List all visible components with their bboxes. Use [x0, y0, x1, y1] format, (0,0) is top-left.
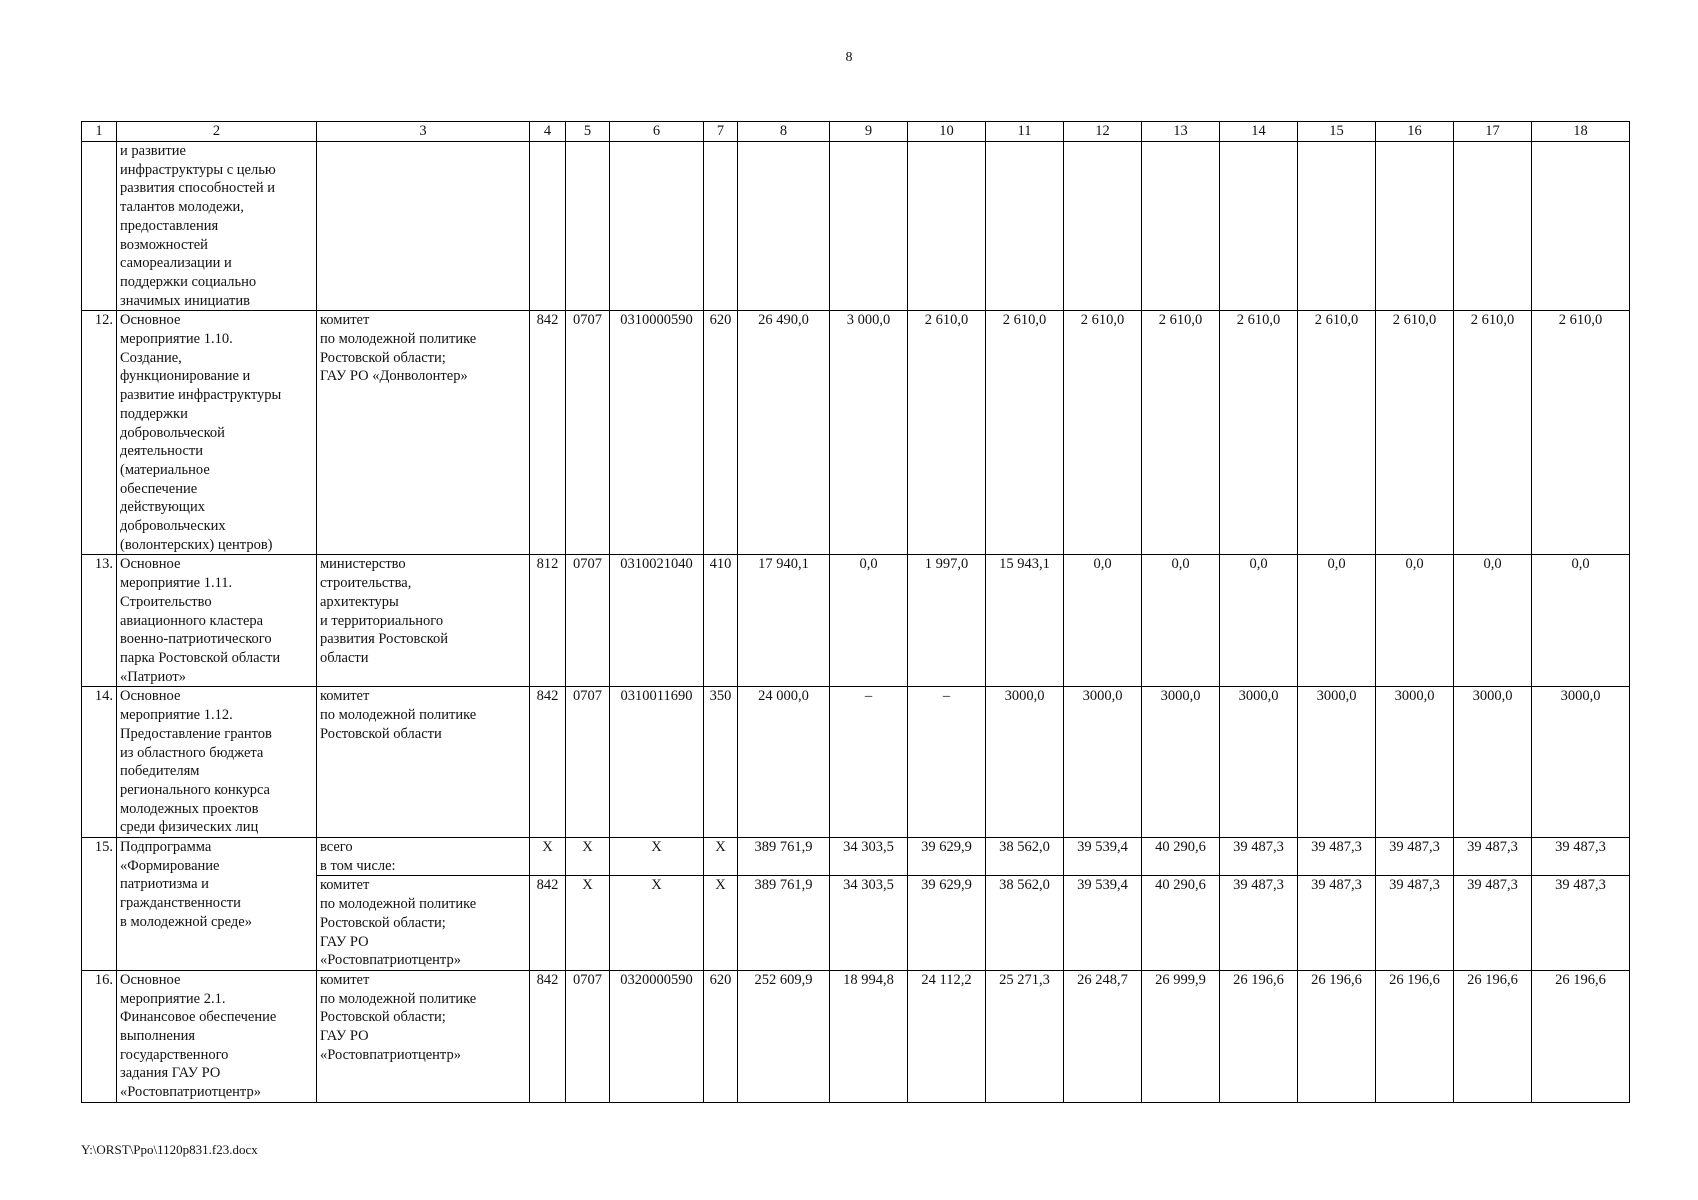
- amount-cell: 39 487,3: [1454, 876, 1532, 971]
- amount-cell: 0,0: [1376, 555, 1454, 687]
- amount-cell: 0,0: [1064, 555, 1142, 687]
- row-number-cell: 15.: [82, 838, 117, 971]
- code-cell: Х: [530, 838, 566, 876]
- event-name-cell-line: регионального конкурса: [120, 781, 270, 798]
- amount-cell: 3000,0: [1298, 687, 1376, 838]
- table-row: [82, 555, 1630, 687]
- event-name-cell-line: мероприятие 1.11.: [120, 575, 233, 592]
- amount-cell: 26 999,9: [1142, 970, 1220, 1102]
- executor-cell: [317, 876, 530, 971]
- executor-cell-line: по молодежной политике: [320, 707, 477, 724]
- executor-cell-line: министерство: [320, 556, 406, 573]
- event-name-cell-line: инфраструктуры с целью: [120, 161, 276, 178]
- event-name-cell-line: мероприятие 2.1.: [120, 990, 226, 1007]
- amount-cell: 2 610,0: [1064, 311, 1142, 555]
- event-name-cell-line: поддержки: [120, 405, 188, 422]
- amount-cell: 3 000,0: [830, 311, 908, 555]
- empty-cell: [1220, 142, 1298, 311]
- column-header: 13: [1142, 122, 1220, 142]
- table-row: [82, 142, 1630, 311]
- column-header: 7: [704, 122, 738, 142]
- empty-cell: [704, 142, 738, 311]
- amount-cell: 26 196,6: [1376, 970, 1454, 1102]
- amount-cell: 0,0: [1454, 555, 1532, 687]
- event-name-cell-line: мероприятие 1.12.: [120, 707, 233, 724]
- event-name-cell-line: молодежных проектов: [120, 800, 259, 817]
- empty-cell: [1298, 142, 1376, 311]
- amount-cell: 26 196,6: [1532, 970, 1630, 1102]
- event-name-cell-line: Создание,: [120, 349, 182, 366]
- executor-cell-line: Ростовской области;: [320, 1009, 446, 1026]
- amount-cell: 2 610,0: [1220, 311, 1298, 555]
- event-name-cell-line: и развитие: [120, 143, 186, 159]
- table-row: [82, 687, 1630, 838]
- event-name-cell-line: Основное: [120, 971, 181, 988]
- executor-cell-line: развития Ростовской: [320, 631, 449, 648]
- amount-cell: 2 610,0: [986, 311, 1064, 555]
- row-number-cell: 16.: [82, 970, 117, 1102]
- rzpr-code-cell: 0707: [566, 970, 610, 1102]
- amount-cell: 2 610,0: [1142, 311, 1220, 555]
- executor-cell-line: «Ростовпатриотцентр»: [320, 952, 461, 969]
- amount-cell: 26 248,7: [1064, 970, 1142, 1102]
- amount-cell: 26 196,6: [1454, 970, 1532, 1102]
- amount-cell: 17 940,1: [738, 555, 830, 687]
- row-number-cell: 12.: [82, 311, 117, 555]
- column-header: 2: [117, 122, 317, 142]
- empty-cell: [830, 142, 908, 311]
- event-name-cell-line: мероприятие 1.10.: [120, 331, 233, 348]
- amount-cell: 39 539,4: [1064, 838, 1142, 876]
- executor-cell-line: по молодежной политике: [320, 896, 477, 913]
- event-name-cell-line: предоставления: [120, 217, 219, 234]
- table-row: [82, 838, 1630, 876]
- amount-cell: 24 112,2: [908, 970, 986, 1102]
- column-header: 12: [1064, 122, 1142, 142]
- event-name-cell-line: гражданственности: [120, 895, 241, 912]
- csr-code-cell: 0310011690: [610, 687, 704, 838]
- event-name-cell-line: авиационного кластера: [120, 612, 264, 629]
- event-name-cell-line: возможностей: [120, 236, 208, 253]
- vr-code-cell: 410: [704, 555, 738, 687]
- event-name-cell-line: среди физических лиц: [120, 819, 259, 836]
- amount-cell: 24 000,0: [738, 687, 830, 838]
- event-name-cell-line: (волонтерских) центров): [120, 536, 273, 553]
- executor-cell-line: ГАУ РО: [320, 933, 369, 950]
- event-name-cell-line: функционирование и: [120, 368, 251, 385]
- csr-code-cell: 0310021040: [610, 555, 704, 687]
- amount-cell: 26 490,0: [738, 311, 830, 555]
- event-name-cell-line: из областного бюджета: [120, 744, 264, 761]
- empty-cell: [566, 142, 610, 311]
- amount-cell: –: [908, 687, 986, 838]
- amount-cell: 0,0: [1142, 555, 1220, 687]
- column-header: 8: [738, 122, 830, 142]
- empty-cell: [1064, 142, 1142, 311]
- event-name-cell-line: развития способностей и: [120, 180, 276, 197]
- event-name-cell: [117, 555, 317, 687]
- executor-cell: [317, 687, 530, 838]
- amount-cell: 2 610,0: [908, 311, 986, 555]
- amount-cell: 3000,0: [986, 687, 1064, 838]
- empty-cell: [1454, 142, 1532, 311]
- executor-cell-line: комитет: [320, 688, 370, 705]
- amount-cell: 1 997,0: [908, 555, 986, 687]
- amount-cell: 3000,0: [1376, 687, 1454, 838]
- event-name-cell-line: поддержки социально: [120, 273, 257, 290]
- grbs-code-cell: 842: [530, 970, 566, 1102]
- amount-cell: 389 761,9: [738, 838, 830, 876]
- event-name-cell-line: «Формирование: [120, 857, 220, 874]
- column-header: 5: [566, 122, 610, 142]
- column-header: 17: [1454, 122, 1532, 142]
- table-row: [82, 970, 1630, 1102]
- amount-cell: 39 487,3: [1532, 838, 1630, 876]
- amount-cell: –: [830, 687, 908, 838]
- event-name-cell-line: выполнения: [120, 1028, 196, 1045]
- amount-cell: 38 562,0: [986, 838, 1064, 876]
- event-name-cell-line: обеспечение: [120, 480, 198, 497]
- code-cell: 842: [530, 876, 566, 971]
- event-name-cell-line: Предоставление грантов: [120, 725, 272, 742]
- code-cell: Х: [704, 876, 738, 971]
- event-name-cell: [117, 838, 317, 971]
- column-header: 18: [1532, 122, 1630, 142]
- event-name-cell-line: государственного: [120, 1046, 229, 1063]
- amount-cell: 39 487,3: [1298, 838, 1376, 876]
- executor-cell-line: комитет: [320, 877, 370, 894]
- amount-cell: 39 539,4: [1064, 876, 1142, 971]
- amount-cell: 40 290,6: [1142, 838, 1220, 876]
- amount-cell: 39 487,3: [1376, 876, 1454, 971]
- event-name-cell-line: Строительство: [120, 593, 212, 610]
- amount-cell: 25 271,3: [986, 970, 1064, 1102]
- row-number-cell: [82, 142, 117, 311]
- csr-code-cell: 0320000590: [610, 970, 704, 1102]
- event-name-cell-line: развитие инфраструктуры: [120, 387, 282, 404]
- amount-cell: 34 303,5: [830, 838, 908, 876]
- amount-cell: 389 761,9: [738, 876, 830, 971]
- executor-cell: [317, 311, 530, 555]
- event-name-cell-line: добровольческих: [120, 518, 226, 535]
- column-header: 16: [1376, 122, 1454, 142]
- event-name-cell-line: деятельности: [120, 443, 204, 460]
- amount-cell: 0,0: [1220, 555, 1298, 687]
- executor-cell: [317, 838, 530, 876]
- column-header: 14: [1220, 122, 1298, 142]
- row-number-cell: 13.: [82, 555, 117, 687]
- executor-cell-line: комитет: [320, 971, 370, 988]
- amount-cell: 3000,0: [1454, 687, 1532, 838]
- rzpr-code-cell: 0707: [566, 687, 610, 838]
- executor-cell-line: всего: [320, 839, 353, 856]
- column-header: 9: [830, 122, 908, 142]
- empty-cell: [1376, 142, 1454, 311]
- amount-cell: 39 487,3: [1298, 876, 1376, 971]
- budget-table: [81, 121, 1630, 1103]
- empty-cell: [738, 142, 830, 311]
- empty-cell: [610, 142, 704, 311]
- row-number-cell: 14.: [82, 687, 117, 838]
- amount-cell: 18 994,8: [830, 970, 908, 1102]
- event-name-cell-line: Основное: [120, 688, 181, 705]
- event-name-cell-line: значимых инициатив: [120, 292, 250, 309]
- event-name-cell-line: Финансовое обеспечение: [120, 1009, 277, 1026]
- event-name-cell: [117, 311, 317, 555]
- code-cell: Х: [610, 838, 704, 876]
- executor-cell-line: архитектуры: [320, 593, 399, 610]
- column-header: 11: [986, 122, 1064, 142]
- amount-cell: 0,0: [1298, 555, 1376, 687]
- empty-cell: [530, 142, 566, 311]
- column-header: 6: [610, 122, 704, 142]
- executor-cell-line: Ростовской области: [320, 725, 442, 742]
- event-name-cell-line: Основное: [120, 556, 181, 573]
- executor-cell-line: комитет: [320, 312, 370, 329]
- vr-code-cell: 620: [704, 311, 738, 555]
- amount-cell: 34 303,5: [830, 876, 908, 971]
- event-name-cell-line: «Патриот»: [120, 668, 186, 685]
- executor-cell-line: и территориального: [320, 612, 444, 629]
- event-name-cell-line: талантов молодежи,: [120, 199, 244, 216]
- empty-cell: [986, 142, 1064, 311]
- code-cell: Х: [704, 838, 738, 876]
- executor-cell: [317, 970, 530, 1102]
- event-name-cell-line: «Ростовпатриотцентр»: [120, 1084, 261, 1101]
- amount-cell: 39 629,9: [908, 876, 986, 971]
- executor-cell-line: в том числе:: [320, 857, 396, 874]
- csr-code-cell: 0310000590: [610, 311, 704, 555]
- event-name-cell: [117, 970, 317, 1102]
- code-cell: Х: [566, 876, 610, 971]
- amount-cell: 2 610,0: [1376, 311, 1454, 555]
- grbs-code-cell: 842: [530, 687, 566, 838]
- event-name-cell-line: добровольческой: [120, 424, 225, 441]
- event-name-cell: [117, 687, 317, 838]
- executor-cell-line: Ростовской области;: [320, 914, 446, 931]
- event-name-cell-line: в молодежной среде»: [120, 913, 252, 930]
- event-name-cell-line: Основное: [120, 312, 181, 329]
- amount-cell: 2 610,0: [1532, 311, 1630, 555]
- event-name-cell-line: задания ГАУ РО: [120, 1065, 221, 1082]
- empty-cell: [908, 142, 986, 311]
- executor-cell: [317, 555, 530, 687]
- vr-code-cell: 350: [704, 687, 738, 838]
- amount-cell: 3000,0: [1220, 687, 1298, 838]
- code-cell: Х: [566, 838, 610, 876]
- amount-cell: 3000,0: [1532, 687, 1630, 838]
- amount-cell: 39 487,3: [1376, 838, 1454, 876]
- executor-cell-line: «Ростовпатриотцентр»: [320, 1046, 461, 1063]
- amount-cell: 38 562,0: [986, 876, 1064, 971]
- executor-cell-line: Ростовской области;: [320, 349, 446, 366]
- vr-code-cell: 620: [704, 970, 738, 1102]
- amount-cell: 0,0: [1532, 555, 1630, 687]
- grbs-code-cell: 812: [530, 555, 566, 687]
- amount-cell: 39 487,3: [1532, 876, 1630, 971]
- amount-cell: 39 487,3: [1220, 838, 1298, 876]
- grbs-code-cell: 842: [530, 311, 566, 555]
- empty-cell: [1142, 142, 1220, 311]
- event-name-cell-line: самореализации и: [120, 255, 232, 272]
- footer-file-path: Y:\ORST\Ppo\1120p831.f23.docx: [81, 1142, 258, 1157]
- executor-cell-line: по молодежной политике: [320, 331, 477, 348]
- executor-cell-line: ГАУ РО «Донволонтер»: [320, 368, 468, 385]
- empty-cell: [317, 142, 530, 311]
- amount-cell: 26 196,6: [1298, 970, 1376, 1102]
- rzpr-code-cell: 0707: [566, 311, 610, 555]
- executor-cell-line: по молодежной политике: [320, 990, 477, 1007]
- executor-cell-line: ГАУ РО: [320, 1028, 369, 1045]
- event-name-cell-line: военно-патриотического: [120, 631, 272, 648]
- amount-cell: 26 196,6: [1220, 970, 1298, 1102]
- column-header: 4: [530, 122, 566, 142]
- amount-cell: 2 610,0: [1298, 311, 1376, 555]
- executor-cell-line: строительства,: [320, 575, 412, 592]
- amount-cell: 15 943,1: [986, 555, 1064, 687]
- rzpr-code-cell: 0707: [566, 555, 610, 687]
- executor-cell-line: области: [320, 649, 369, 666]
- column-header: 1: [82, 122, 117, 142]
- amount-cell: 39 629,9: [908, 838, 986, 876]
- column-header: 3: [317, 122, 530, 142]
- event-name-cell-line: победителям: [120, 763, 200, 780]
- event-name-cell: [117, 142, 317, 311]
- column-header: 10: [908, 122, 986, 142]
- empty-cell: [1532, 142, 1630, 311]
- code-cell: Х: [610, 876, 704, 971]
- event-name-cell-line: действующих: [120, 499, 205, 516]
- event-name-cell-line: Подпрограмма: [120, 839, 212, 856]
- amount-cell: 2 610,0: [1454, 311, 1532, 555]
- event-name-cell-line: патриотизма и: [120, 876, 209, 893]
- amount-cell: 39 487,3: [1454, 838, 1532, 876]
- table-row: [82, 311, 1630, 555]
- column-header: 15: [1298, 122, 1376, 142]
- amount-cell: 40 290,6: [1142, 876, 1220, 971]
- amount-cell: 0,0: [830, 555, 908, 687]
- amount-cell: 39 487,3: [1220, 876, 1298, 971]
- amount-cell: 3000,0: [1142, 687, 1220, 838]
- page-number: 8: [845, 50, 853, 65]
- amount-cell: 252 609,9: [738, 970, 830, 1102]
- amount-cell: 3000,0: [1064, 687, 1142, 838]
- event-name-cell-line: (материальное: [120, 461, 210, 478]
- event-name-cell-line: парка Ростовской области: [120, 649, 281, 666]
- header-row: [82, 122, 1630, 142]
